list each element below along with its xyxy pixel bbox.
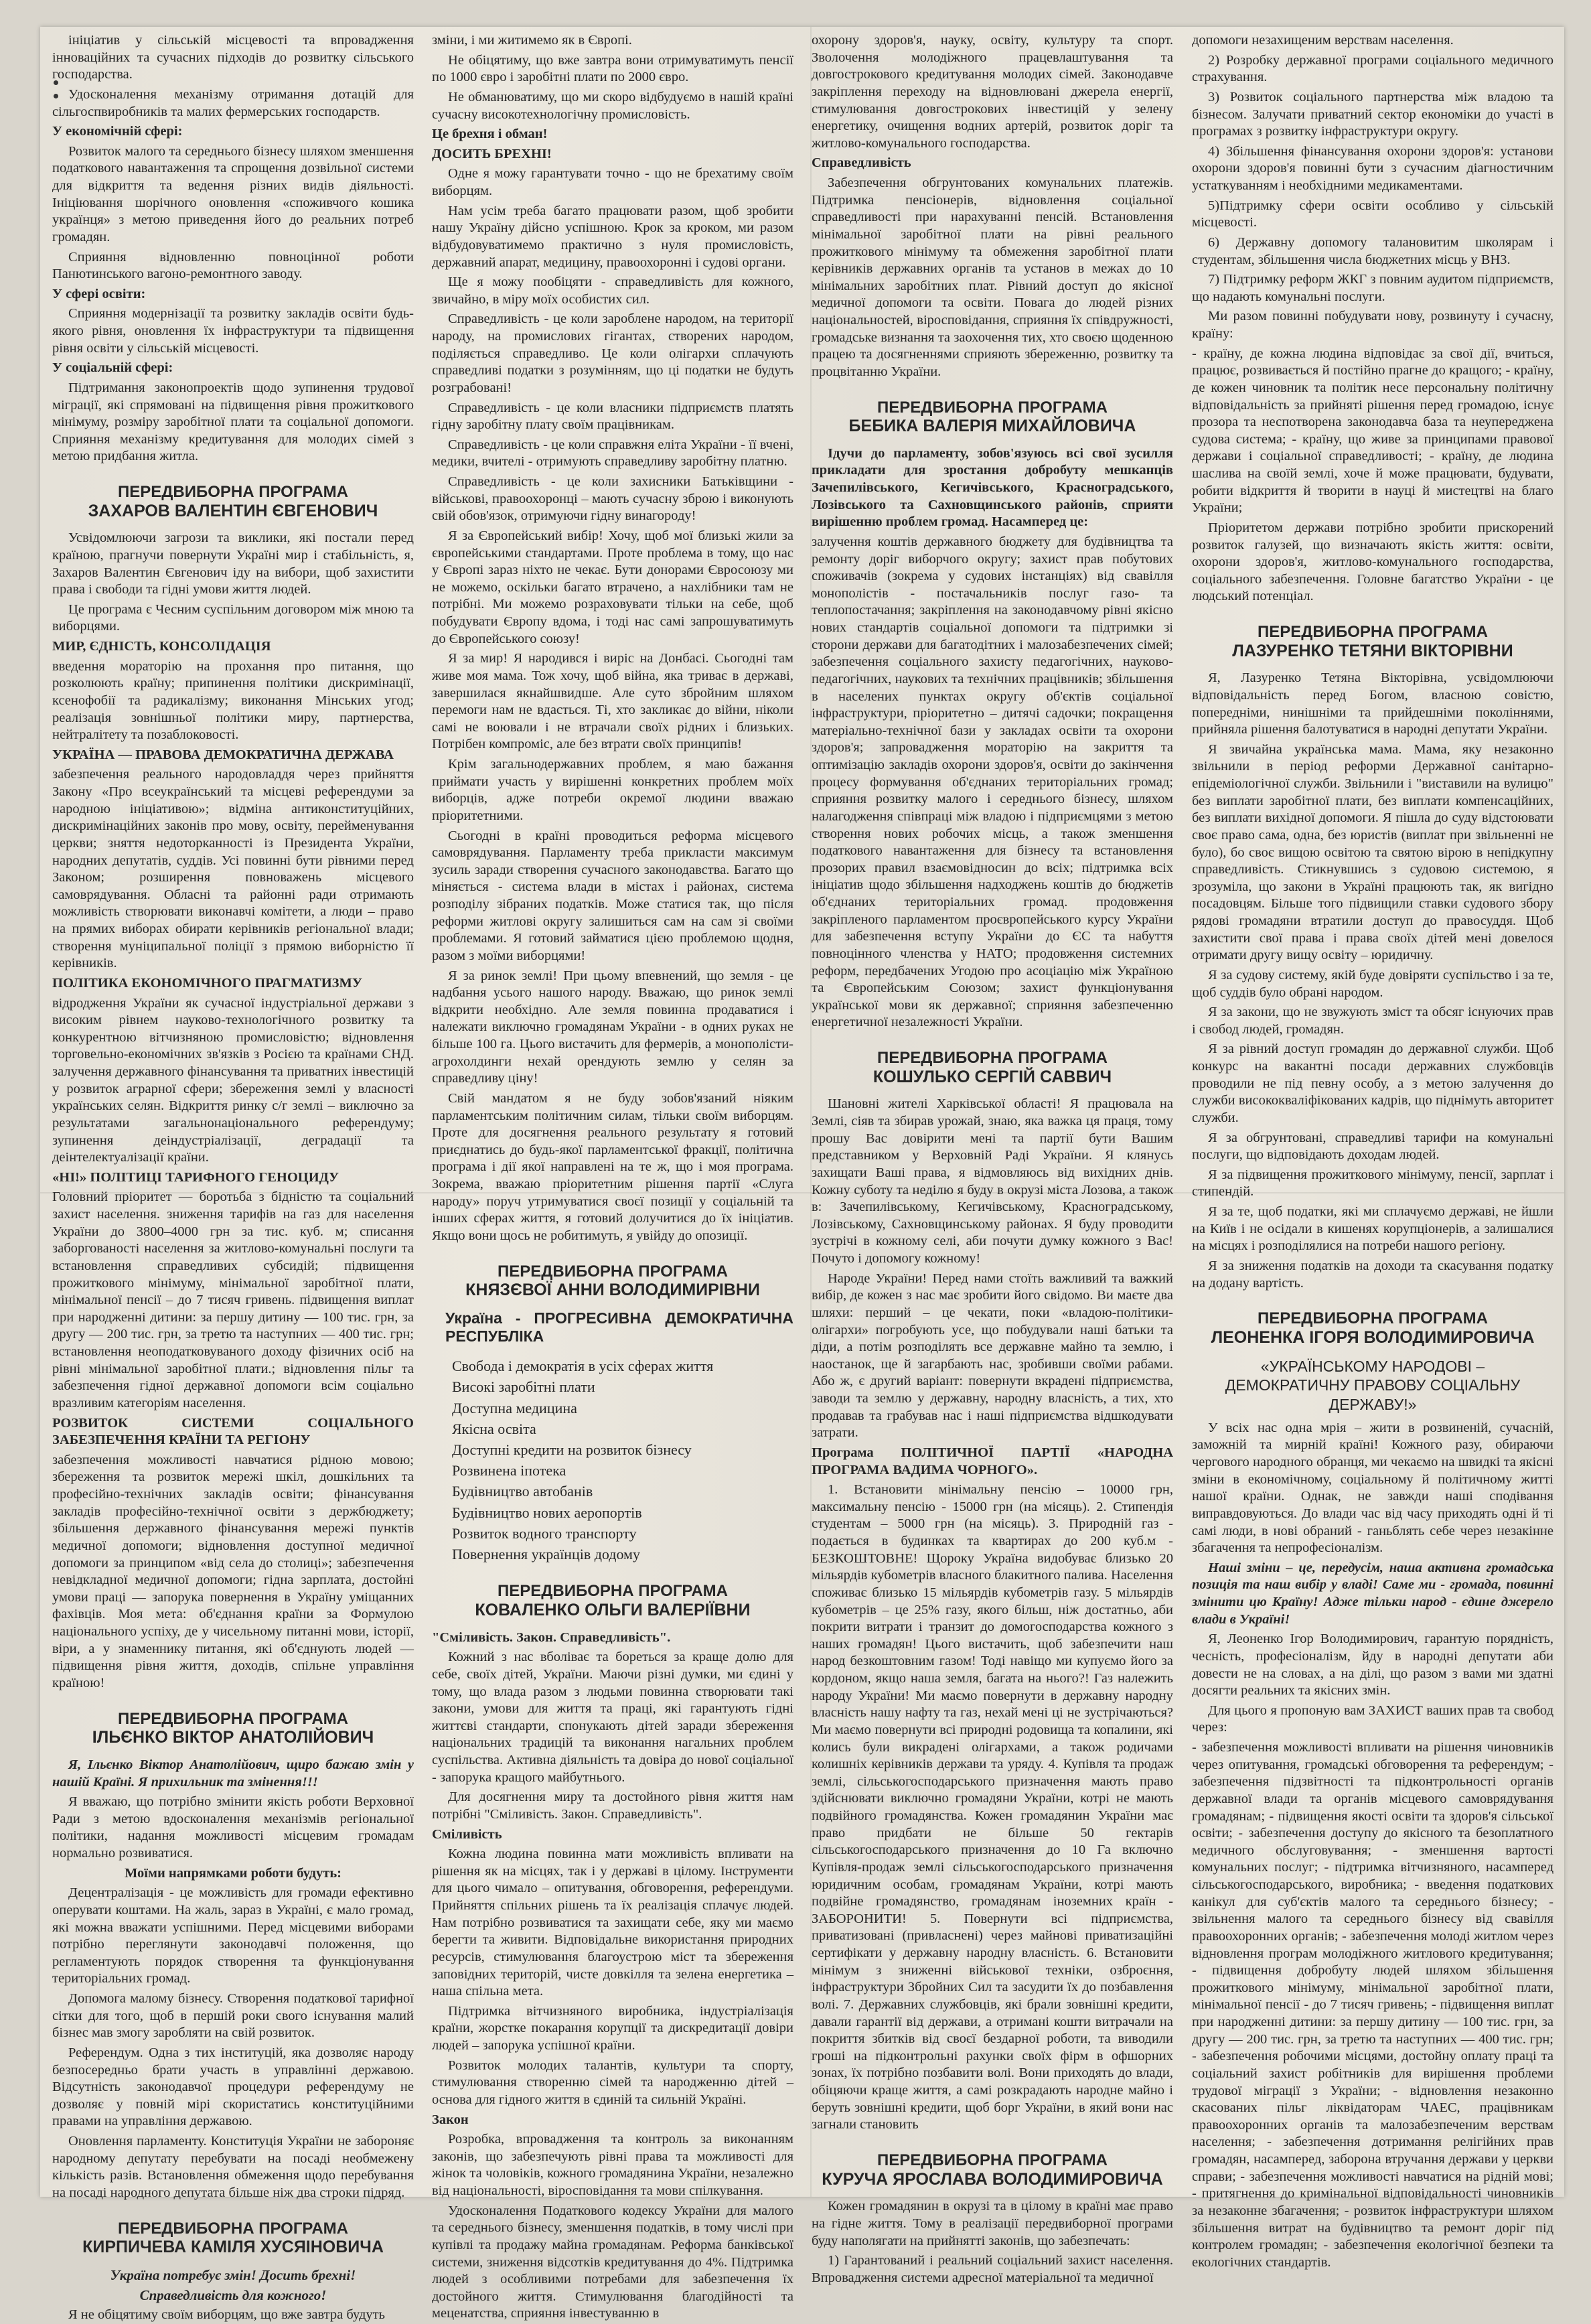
candidate-name: КИРПИЧЕВА КАМІЛЯ ХУСЯІНОВИЧА <box>82 2238 384 2257</box>
subheading: У соціальній сфері: <box>52 360 173 376</box>
paragraph: Удосконалення Податкового кодексу України для малого та середнього бізнесу, зменшення податків, в тому числі при купівлі та продажу майна громадянам. Реформа банківської системи, зниження відсотків кредитування до 4%. Підтримка людей з особливими потребами для забезпечення їх достойного життя. Стимулювання благодійності та меценатства, сприяння інвестуванню в <box>432 2203 793 2321</box>
program-heading <box>812 398 1173 436</box>
subheading: УКРАЇНА — ПРАВОВА ДЕМОКРАТИЧНА ДЕРЖАВА <box>52 747 394 762</box>
paragraph: зміни, і ми житимемо як в Європі. <box>432 33 632 48</box>
subheading: У сфері освіти: <box>52 286 146 301</box>
subheading: Справедливість <box>812 155 911 171</box>
paragraph: Сприяння відновленню повноцінної роботи Панютинського вагоно-ремонтного заводу. <box>52 249 414 282</box>
slogan: Україна потребує змін! Досить брехні! <box>110 2266 356 2283</box>
paragraph: Це програма є Чесним суспільним договором між мною та виборцями. <box>52 601 414 634</box>
candidate-name: ЗАХАРОВ ВАЛЕНТИН ЄВГЕНОВИЧ <box>88 501 378 520</box>
paragraph: Я за обгрунтовані, справедливі тарифи на комунальні послуги, що відповідають доходам людей. <box>1192 1130 1554 1163</box>
program-heading <box>812 2151 1173 2189</box>
paragraph: Я за ринок землі! При цьому впевнений, що земля - це надбання усього нашого народу. Вважаю, що ринок землі відкрити необхідно. Але земля повинна продаватися і належати виключно громадянам України - в одних руках не більше 100 га. Цього вистачить для фермерів, а монополісти-агрохолдинги нехай орендують землю у селян за справедливу ціну! <box>432 968 793 1086</box>
program-title: ПЕРЕДВИБОРНА ПРОГРАМА <box>877 2151 1108 2169</box>
list-item: Високі заробітні плати <box>452 1378 595 1396</box>
program-title: ПЕРЕДВИБОРНА ПРОГРАМА <box>877 1049 1108 1068</box>
paragraph: Справедливість - це коли справжня еліта України - її вчені, медики, вчителі - отримують справедливу заробітну платню. <box>432 437 793 469</box>
paragraph: Не обіцятиму, що вже завтра вони отримуватимуть пенсії по 1000 євро і заробітні плати по 2000 євро. <box>432 52 793 85</box>
paragraph: Удосконалення механізму отримання дотацій для сільгоспвиробників та малих фермерських господарств. <box>52 86 414 119</box>
paragraph: У всіх нас одна мрія – жити в розвиненій, сучасній, заможній та мирній країні! Кожного разу, обираючи чергового народного обранця, ми чекаємо на швидкі та якісні зміни в економічному, соціальному й політичному житті нашої країни. Однак, не завжди наші сподівання виправдовуються. До влади час від часу приходять одні й ті самі люди, в нові обраний - ганьблять себе через незакінне збагачення та непрофесіоналізм. <box>1192 1420 1554 1556</box>
list-item: Розвинена іпотека <box>452 1462 566 1479</box>
subheading: ПОЛІТИКА ЕКОНОМІЧНОГО ПРАГМАТИЗМУ <box>52 975 362 991</box>
paragraph: Наші зміни – це, передусім, наша активна громадська позиція та наш вибір у владі! Саме ми - громада, повинні змінити цю Країну! Адже тільки народ - єдине джерело влади в Україні! <box>1192 1560 1554 1627</box>
paragraph: Головний пріоритет — боротьба з бідністю та соціальний захист населення. зниження тарифів на газ для населення України до 3800–4000 грн за тис. куб. м; списання заборгованості населення за житлово-комунальні послуги та встановлення справедливих субсидій; підвищення прожиткового мінімуму, мінімальної заробітної плати, мінімальної пенсії – до 7 тисяч гривень. підвищення виплат при народженні дитини: за першу дитину — 100 тис. грн, за другу — 200 тис. грн, за третю та наступних — 400 тис. грн; встановлення неоподатковуваного доходу фізичних осіб на рівні мінімальної заробітної плати.; відновлення пільг та забезпечення гідної державної допомоги всім соціально вразливим категоріям населення. <box>52 1189 414 1410</box>
paragraph: Для досягнення миру та достойного рівня життя нам потрібні "Сміливість. Закон. Справедливість". <box>432 1790 793 1822</box>
paragraph: Підтримання законопроектів щодо зупинення трудової міграції, які спрямовані на підвищення рівня прожиткового мінімуму, розміру заробітної плати та соціальної допомоги. Сприяння механізму кредитування для молодих сімей з метою придбання житла. <box>52 380 414 464</box>
paragraph: 5)Підтримку сфери освіти особливо у сільській місцевості. <box>1192 198 1554 230</box>
paragraph: Забезпечення обгрунтованих комунальних платежів. Підтримка пенсіонерів, відновлення соціальної справедливості при нарахуванні пенсій. Встановлення мінімальної заробітної плати на рівні реального прожиткового мінімуму та обмеження заробітної плати керівників державних органів та установ в межах до 10 мінімальних заробітних плат. Рівний доступ до якісної медичної допомоги та освіти. Повага до людей різних національностей, віросповідання, сприяння їх співдружності, громадське визнання та заохочення тих, хто своєю щоденною працею та досягненнями сприяють збереженню, розвитку та процвітанню України. <box>812 175 1173 379</box>
paragraph: 2) Розробку державної програми соціального медичного страхування. <box>1192 52 1554 85</box>
paragraph: Ми разом повинні побудувати нову, розвинуту і сучасну, країну: <box>1192 309 1554 341</box>
subheading: Програма ПОЛІТИЧНОЇ ПАРТІЇ «НАРОДНА ПРОГРАМА ВАДИМА ЧОРНОГО». <box>812 1445 1173 1477</box>
list-item: Свобода і демократія в усіх сферах життя <box>452 1358 714 1375</box>
paragraph: Я не обіцятиму своїм виборцям, що вже завтра будуть <box>68 2307 385 2323</box>
paragraph: Кожен громадянин в окрузі та в цілому в країні має право на гідне життя. Тому в реалізації передвиборної програми буду наполягати на прийнятті законів, що забезпечать: <box>812 2199 1173 2248</box>
list-item: Якісна освіта <box>452 1420 536 1437</box>
program-title: ПЕРЕДВИБОРНА ПРОГРАМА <box>118 2219 348 2238</box>
paragraph: допомоги незахищеним верствам населення. <box>1192 33 1454 48</box>
paragraph: Кожна людина повинна мати можливість впливати на рішення як на місцях, так і у державі в цілому. Інструменти для цього чимало – опитування, обговорення, референдуми. Прийняття спільних рішень та їх реалізація сплачує людей. Нам потрібно розвиватися та захищати себе, яку ми маємо берегти та живити. Відповідальне використання природних ресурсів, стимулювання благоустрою міст та збереження заповідних територій, чисте довкілля та зелена енергетика – наша спільна мета. <box>432 1846 793 1999</box>
paragraph: Я вважаю, що потрібно змінити якість роботи Верховної Ради з метою вдосконалення механізмів регіональної політики, надання можливості місцевим громадам нормально розвиватися. <box>52 1794 414 1861</box>
party-slogan: Україна - ПРОГРЕСИВНА ДЕМОКРАТИЧНА РЕСПУБЛІКА <box>445 1309 793 1346</box>
paragraph: Одне я можу гарантувати точно - що не брехатиму своїм виборцям. <box>432 166 793 198</box>
paragraph: залучення коштів державного бюджету для будівництва та ремонту доріг виборчого округу; захист прав побутових споживачів (зокрема у судових інстанціях) від свавілля монополістів - постачальників послуг газо- та теплопостачання; закріплення на законодавчому рівні якісно нових стандартів соціальної допомоги та підтримки зі сторони держави для багатодітних і малозабезпечених сімей; забезпечення соціального захисту педагогічних, науково-педагогічних, наукових та технічних працівників; збільшення в населених пунктах округу об'єктів соціальної інфраструктури, пріоритетно – дитячі садочки; покращення матеріально-технічної бази у закладах освіти та охорони здоров'я; запровадження мораторію на закриття та оптимізацію закладів охорони здоров'я, освіти до закінчення процесу формування об'єднаних територіальних громад; сприяння розвитку малого і середнього бізнесу, шляхом налагодження співпраці між владою і підприємцями з метою створення нових робочих місць, а також зменшення податкового навантаження для бізнесу та встановлення прозорих правил взаємовідносин до всіх; підтримка всіх ініціатив щодо збільшення надходжень коштів до бюджетів об'єднаних територіальних громад. продовження закріпленого парламентом проєвропейського курсу України для забезпечення вступу України до ЄС та набуття повноцінного членства у НАТО; продовження системних реформ, передбачених Угодою про асоціацію між Україною та Європейським Союзом; захист функціонування української мови як державної; сприяння забезпеченню енергетичної незалежності України. <box>812 534 1173 1030</box>
paragraph: Я за закони, що не звужують зміст та обсяг існуючих прав і свобод людей, громадян. <box>1192 1005 1554 1037</box>
column-4 <box>1192 32 1554 2270</box>
paragraph: охорону здоров'я, науку, освіту, культуру та спорт. Зволочення молодіжного працевлаштування та довгострокового кредитування молодих сімей. Законодавче закріплення переходу на відновлювані джерела енергії, стимулювання довгострокових інвестицій у зелену енергетику, очищення водних артерій, розвиток доріг та житлово-комунального господарства. <box>812 33 1173 151</box>
paragraph: Крім загальнодержавних проблем, я маю бажання приймати участь у вирішенні конкретних проблем моїх виборців, адже потреби окремої людини вважаю пріоритетними. <box>432 757 793 823</box>
program-heading <box>432 1262 793 1300</box>
paragraph: 4) Збільшення фінансування охорони здоров'я: установи охорони здоров'я повинні бути з сучасним діагностичним устаткуванням і необхідними медикаментами. <box>1192 143 1554 193</box>
paragraph: - забезпечення можливості впливати на рішення чиновників через опитування, громадські обговорення та референдум; - забезпечення підзвітності та підконтрольності органів державної влади та органів місцевого самоврядування громадянам; - підвищення якості освіти та здоров'я сільської освіти; - забезпечення доступу до якісного та безоплатного медичного обслуговування; - зменшення вартості комунальних послуг; - підтримка вітчизняного, насамперед сільськогосподарського, виробника; - введення податкових канікул для суб'єктів малого та середнього бізнесу; - звільнення малого та середнього бізнесу від свавілля правоохоронних органів; - забезпечення молоді житлом через відновлення програм молодіжного житлового кредитування; - підвищення добробуту людей шляхом збільшення прожиткового мінімуму, мінімальної заробітної плати, мінімальної пенсії - до 7 тисяч гривень; - підвищення виплат при народженні дитини: за першу дитину — 100 тис. грн, за другу — 200 тис. грн, за третю та наступних — 400 тис. грн; - забезпечення робочими місцями, достойну оплату праці та соціальний захист робітників для вирішення проблеми трудової міграції з України; - відновлення незаконно скасованих пільг ліквідаторам ЧАЕС, працівникам правоохоронних органів та малозабезпеченим верствам населення; - забезпечення дотримання релігійних прав громадян, насамперед, заборона втручання держави у церкви справи; - забезпечення можливості навчатися на рідній мові; - притягнення до кримінальної відповідальності чиновників за незаконне збагачення; - розвиток інфраструктури шляхом збільшення витрат на будівництво та ремонт доріг під контролем громадян; - забезпечення екологічної безпеки та екологічних стандартів. <box>1192 1740 1554 2270</box>
paragraph: Я за зниження податків на доходи та скасування податку на додану вартість. <box>1192 1258 1554 1291</box>
program-title: ПЕРЕДВИБОРНА ПРОГРАМА <box>118 483 348 501</box>
candidate-name: КНЯЗЄВОЇ АННИ ВОЛОДИМИРІВНИ <box>465 1281 760 1300</box>
paragraph: забезпечення реального народовладдя через прийняття Закону «Про всеукраїнський та місцеві референдуми за народною ініціативою»; відміна антиконституційних, дискримінаційних законів про мову, освіту, перейменування церкви; зняття недоторканності із Президента України, народних депутатів, суддів. Усі повинні бути рівними перед Законом; розширення повноважень місцевого самоврядування. Обласні та районні ради отримають можливість створювати виконавчі комітети, а люди – право на прямих виборах обирати керівників регіональної влади; створення муніципальної поліції з прямою виборністю її керівників. <box>52 767 414 971</box>
paragraph: Справедливість - це коли захисники Батьківщини - військові, правоохоронці – мають сучасну зброю і виконують свій обов'язок, отримуючи гідну винагороду! <box>432 474 793 524</box>
paragraph: Я за рівний доступ громадян до державної служби. Щоб конкурс на вакантні посади державних службовців проводили не під певну особу, а з метою залучення до служби висококваліфікованих кадрів, що піднімуть авторитет служби. <box>1192 1041 1554 1125</box>
paragraph: Допомога малому бізнесу. Створення податкової тарифної сітки для того, щоб в першій роки свого існування малий бізнес мав змогу заробляти на свій розвиток. <box>52 1991 414 2041</box>
candidate-name: КОВАЛЕНКО ОЛЬГИ ВАЛЕРІЇВНИ <box>475 1600 751 1619</box>
paragraph: Я, Лазуренко Тетяна Вікторівна, усвідомлюючи відповідальність перед Богом, власною совістю, попередніми, нинішніми та прийдешніми поколіннями, прийняла рішення балотуватися в народні депутати України. <box>1192 670 1554 737</box>
paragraph: Нам усім треба багато працювати разом, щоб зробити нашу Україну дійсно успішною. Крок за кроком, ми разом відбудовуватимемо практично з нуля промисловість, державний апарат, медицину, правоохоронні і судові органи. <box>432 203 793 270</box>
paragraph: Не обманюватиму, що ми скоро відбудуємо в нашій країні сучасну високотехнологічну промисловість. <box>432 89 793 122</box>
program-title: ПЕРЕДВИБОРНА ПРОГРАМА <box>877 398 1108 417</box>
paragraph: Я за мир! Я народився і виріс на Донбасі. Сьогодні там живе моя мама. Тож хочу, щоб війна, яка триває в державі, завершилася якнайшвидше. Але суто збройним шляхом перемоги нам не вдасться. Ті, хто закликає до війни, ніколи самі не воювали і не втрачали своїх рідних і близьких. Потрібен компроміс, але без втрати своїх принципів! <box>432 651 793 752</box>
candidate-name: ЛАЗУРЕНКО ТЕТЯНИ ВІКТОРІВНИ <box>1232 641 1513 660</box>
program-title: ПЕРЕДВИБОРНА ПРОГРАМА <box>118 1709 348 1728</box>
subheading: Це брехня і обман! <box>432 127 548 142</box>
candidate-name: КУРУЧА ЯРОСЛАВА ВОЛОДИМИРОВИЧА <box>822 2169 1163 2189</box>
paragraph: Сприяння модернізації та розвитку закладів освіти будь-якого рівня, оновлення їх інфраструктури та підвищення рівня освіти у сільській місцевості. <box>52 306 414 356</box>
subheading: ДОСИТЬ БРЕХНІ! <box>432 146 552 161</box>
newspaper-page <box>40 27 1564 2323</box>
list-item: Розвиток водного транспорту <box>452 1524 637 1542</box>
program-heading <box>52 483 414 520</box>
paragraph: 7) Підтримку реформ ЖКГ з повним аудитом підприємств, що надають комунальні послуги. <box>1192 272 1554 304</box>
subheading: Моїми напрямками роботи будуть: <box>124 1865 342 1881</box>
paragraph: Розвиток молодих талантів, культури та спорту, стимулювання створенню сімей та народженню дітей – основа для гідного життя в єдиній та сильній Україні. <box>432 2057 793 2107</box>
paragraph: Усвідомлюючи загрози та виклики, які постали перед країною, прагнучи повернути Україні мир і стабільність, я, Захаров Валентин Євгенович іду на вибори, щоб захистити права і свободи та гідні умови життя людей. <box>52 530 414 597</box>
candidate-name: ІЛЬЄНКО ВІКТОР АНАТОЛІЙОВИЧ <box>92 1728 374 1747</box>
paragraph: - країну, де кожна людина відповідає за свої дії, вчиться, працює, розвивається й постійно прагне до кращого; - країну, де кожен чиновник та політик несе персональну політичну відповідальність за прийняті рішення перед громадою, існує прозора та неспотворена законодавча база та неупереджена судова система; - країну, що живе за принципами правової держави і соціальної справедливості; - країну, де людина шаслива на своїй землі, хоче й може працювати, будувати, робити відкриття й творити в науці й мистецтві на благо України; <box>1192 346 1554 516</box>
paragraph: Оновлення парламенту. Конституція України не забороняє народному депутату перебувати на посаді необмежену кількість разів. Встановлення обмеження щодо перебування на посаді народного депутата більше ніж два строки підряд. <box>52 2134 414 2200</box>
paragraph: Сьогодні в країні проводиться реформа місцевого самоврядування. Парламенту треба прикласти максимум зусиль заради створення сучасного законодавства. Багато що міняється - система влади в містах і районах, система розподілу зібраних податків. Може статися так, що після реформи житлові округу залишиться сам на сам зі своїми проблемами. Я готовий займатися цією проблемою щодня, разом з моїми виборцями! <box>432 828 793 963</box>
paragraph: Справедливість - це коли власники підприємств платять гідну заробітну плату своїм працівникам. <box>432 400 793 433</box>
program-heading <box>1192 1309 1554 1347</box>
subheading: «НІ!» ПОЛІТИЦІ ТАРИФНОГО ГЕНОЦИДУ <box>52 1169 339 1185</box>
paragraph: 6) Державну допомогу талановитим школярам і студентам, збільшення числа бюджетних місць у ВНЗ. <box>1192 234 1554 267</box>
paragraph: Я звичайна українська мама. Мама, яку незаконно звільнили в період реформи Державної санітарно-епідеміологічної служби. Звільнили і "виставили на вулицю" без виплати заробітної плати, без виплати компенсаційних, без виплати вихідної допомоги. Я пішла до суду відстоювати своє право сама, одна, без юристів (виплат при звільненні не було), бо своє вищою освітою та святою вірою в непідкупну справедливість. Стикнувшись з судовою системою, я зрозуміла, що закони в Україні працюють так, як вигідно посадовцям. Більше того підвищили ставки судового збору рядові громадяни втратили доступ до правосуддя. Щоб захистити свої права і права своїх дітей мені довелося отримати другу вищу освіту – юридичну. <box>1192 741 1554 963</box>
paragraph: Пріоритетом держави потрібно зробити прискорений розвиток галузей, що визначають якість життя: освіти, охорони здоров'я, житлово-комунального господарства, соціального забезпечення. Головне багатство України - це людський потенціал. <box>1192 520 1554 604</box>
paragraph: ініціатив у сільській місцевості та впровадження інноваційних та сучасних підходів до розвитку сільського господарства. <box>52 33 414 82</box>
subheading: МИР, ЄДНІСТЬ, КОНСОЛІДАЦІЯ <box>52 639 271 654</box>
paragraph: Розробка, впровадження та контроль за виконанням законів, що забезпечують рівні права та можливості для жінок та чоловіків, кожного громадянина України, незалежно від національності, віросповідання та мови спілкування. <box>432 2132 793 2199</box>
paragraph: Ще я можу пообіцяти - справедливість для кожного, звичайно, в міру моїх особистих сил. <box>432 275 793 307</box>
subheading: У економічній сфері: <box>52 124 183 139</box>
paragraph: Я, Ільєнко Віктор Анатолійович, щиро бажаю змін у нашій Країні. Я прихильник та змінення!!! <box>52 1757 414 1790</box>
paragraph: Справедливість - це коли зароблене народом, на території народу, на промислових гігантах, створених народом, поділяється справедливо. Це коли олігархи сплачують справедливі податки з розумінням, що ці податки не будуть розграбовані! <box>432 311 793 395</box>
program-heading <box>52 1710 414 1747</box>
paragraph: 1. Встановити мінімальну пенсію – 10000 грн, максимальну пенсію - 15000 грн (на місяць). 2. Стипендія студентам – 5000 грн (на місяць). 3. Природній газ - подається в будинках та квартирах до 200 куб.м - БЕЗКОШТОВНЕ! Щороку Україна видобуває близько 20 мільярдів кубометрів власного блакитного палива. Населення споживає близько 15 мільярдів кубометрів газу. 5 мільярдів кубометрів – це 25% газу, якого більш, ніж достатньо, аби покрити витрати і транзит до домогосподарства кожного з наших громадян! Цього вистачить, щоб забезпечити наш народ безкоштовним газом! Тоді навіщо ми купуємо його за кордоном, якщо наша земля, багата на нього?! Газ належить народу України! Ми маємо повернути в державну народну власність нашу нафту та газ, нехай мені ці не зустрічаються? Ми маємо повернути всі природні родовища та копалини, які колись були викрадені олігархами, а також родичами колишніх керівників держави та уряду. 4. Купівля та продаж землі, сільськогосподарського призначення мають право здійснювати виключно громадяни України, котрі не мають подвійного громадянства. Кожен громадянин України має право придбати не більше 50 гектарів сільськогосподарського призначення до 10 Га включно Купівля-продаж землі сільськогосподарського призначення юридичним особам, громадянам України, котрі мають подвійне громадянство, громадянам іноземних країн - ЗАБОРОНИТИ! 5. Повернути всі підприємства, приватизовані (привласнені) через майнові приватизаційні сертифікати у державну народну власність. 6. Встановити мінімум з зниженні військової техніки, озброєння, інфраструктури Збройних Сил та засудити їх до позбавлення волі. 7. Державних службовців, які брали зовнішні кредити, давали гарантії від держави, а отримані кошти витрачали на покриття збитків від своєї бездарної роботи, та виводили гроші на підконтрольні рахунки своїх фірм в офшорних зонах, їх потрібно позбавити волі. Вони приходять до влади, обіцяючи краще життя, а самі розкрадають народне майно і беруть зовнішні кредити, щоб борг України, в який вони нас загнали становить <box>812 1482 1173 2132</box>
candidate-name: БЕБИКА ВАЛЕРІЯ МИХАЙЛОВИЧА <box>848 417 1136 436</box>
program-title: ПЕРЕДВИБОРНА ПРОГРАМА <box>1258 623 1488 641</box>
paragraph: Підтримка вітчизняного виробника, індустріалізація країни, жорстке покарання корупції та дискредитації довіри людей – запорука успішної країни. <box>432 2003 793 2053</box>
program-title: ПЕРЕДВИБОРНА ПРОГРАМА <box>1258 1309 1488 1328</box>
list-item: Повернення українців додому <box>452 1546 640 1563</box>
program-title: ПЕРЕДВИБОРНА ПРОГРАМА <box>498 1582 728 1601</box>
list-item: Будівництво автобанів <box>452 1483 593 1500</box>
column-3 <box>812 32 1173 2285</box>
paragraph: Ідучи до парламенту, зобов'язуюсь всі свої зусилля прикладати для зростання добробуту мешканців Зачепилівського, Кегичівського, Красноградського, Лозівського та Сахновщинського районів, сприяти вирішенню проблем громад. Насамперед це: <box>812 445 1173 530</box>
paragraph: Кожний з нас вболіває та бореться за краще долю для себе, своїх дітей, України. Маючи різні думки, ми єдині у тому, що влада разом з людьми повинна створювати такі закони, умови для життя та праці, які гарантують гідні життєві стандарти, спонукають дітей заради збереження національних традицій та виконання нагальних проблем суспільства. Активна діяльність та довіра до нової соціальної - запорука кращого майбутнього. <box>432 1650 793 1785</box>
candidate-name: КОШУЛЬКО СЕРГІЙ САВВИЧ <box>873 1067 1112 1086</box>
program-heading <box>432 1582 793 1619</box>
subheading: "Сміливість. Закон. Справедливість". <box>432 1629 671 1645</box>
program-list <box>452 1356 793 1565</box>
program-title: ПЕРЕДВИБОРНА ПРОГРАМА <box>498 1262 728 1281</box>
list-item: Доступна медицина <box>452 1399 577 1417</box>
paragraph: Шановні жителі Харківської області! Я працювала на Землі, сіяв та збирав урожай, знаю, яка важка ця праця, тому прошу Вас довірити мені та партії бути Вашим представником у Верховній Раді України. Я клянусь захищати Ваші права, я відмовляюсь від вихідних днів. Кожну суботу та неділю я буду в окрузі міста Лозова, а також в: Зачепилівському, Кегичівському, Красноградському, Лозівському, Сахновщинському районах. Я буду проводити зустрічі в кожному селі, аби почути думку кожного з Вас! Почуто і допомогу кожному! <box>812 1096 1173 1266</box>
paragraph: Децентралізація - це можливість для громади ефективно оперувати коштами. На жаль, зараз в Україні, є мало громад, які можна вважати успішними. Перед місцевими виборами потрібно переглянути законодавчі положення, що регламентують порядок створення та функціонування територіальних громад. <box>52 1885 414 1986</box>
paragraph: Я за підвищення прожиткового мінімуму, пенсії, зарплат і стипендій. <box>1192 1167 1554 1200</box>
program-heading <box>812 1049 1173 1086</box>
paragraph: Розвиток малого та середнього бізнесу шляхом зменшення податкового навантаження та спрощення дозвільної системи для відкриття та ведення різних видів діяльності. Ініціювання шорічного оновлення «споживчого кошика українця» з метою приведення його до реальних потреб громадян. <box>52 143 414 244</box>
paragraph: введення мораторію на прохання про питання, що розколюють країну; припинення політики дискримінації, ксенофобії та радикалізму; виконання Мінських угод; реалізація зовнішньої політики миру, партнерства, нейтралітету та позаблоковості. <box>52 658 414 743</box>
paragraph: 3) Розвиток соціального партнерства між владою та бізнесом. Залучати приватний сектор економіки до участі в програмах з розвитку інфраструктури округу. <box>1192 89 1554 139</box>
program-heading <box>1192 623 1554 660</box>
candidate-name: ЛЕОНЕНКА ІГОРЯ ВОЛОДИМИРОВИЧА <box>1211 1327 1535 1347</box>
paragraph: Я за Європейський вибір! Хочу, щоб мої близькі жили за європейськими стандартами. Проте проблема в тому, що нас у Європі зараз ніхто не чекає. Бути донорами Євросоюзу ми не можемо, оскільки багато втрачено, а нахлібники там не потрібні. Ми можемо розраховувати тільки на себе, щоб побудувати Європу вдома, і тоді нас самі запрошуватимуть до Європейського союзу! <box>432 528 793 646</box>
paragraph: забезпечення можливості навчатися рідною мовою; збереження та розвиток мережі шкіл, дошкільних та професійно-технічних закладів освіти; фінансування закладів професійно-технічної освіти з держбюджету; збільшення державного фінансування мережі пунктів медичної допомоги; відновлення доступної медичної допомоги за принципом «від села до столиці»; забезпечення невідкладної медичної допомоги; гідна зарплата, достойні умови праці — запорука повернення в Україну уміщанних фахівців. Моя мета: об'єднання країни за Формулою національного успіху, де у чисельному питанні мови, історії, віри, а у знаменнику питання, які об'єднують людей — підвищення рівня життя, доходів, спільне управління країною! <box>52 1452 414 1690</box>
paragraph: відродження України як сучасної індустріальної держави з високим рівнем науково-технологічного розвитку та конкурентною вітчизняною промисловістю; відновлення торговельно-економічних зв'язків з Росією та країнами СНД. залучення державного фінансування та приватних інвестицій у розвиток аграрної сфери; збереження землі у власності українських селян. Відкриття ринку с/г землі – виключно за результатами загальнонаціонального референдуму; зупинення деіндустріалізації, деградації та деінтелектуалізації країни. <box>52 995 414 1165</box>
paragraph: Референдум. Одна з тих інституцій, яка дозволяє народу безпосередньо брати участь в управлінні державою. Відсутність законодавчої процедури референдуму не дозволяє у повній мірі скористатись конституційними правами на управління державою. <box>52 2045 414 2129</box>
column-1 <box>52 32 414 2323</box>
column-2 <box>432 32 793 2321</box>
subheading: Сміливість <box>432 1826 502 1842</box>
program-motto: «УКРАЇНСЬКОМУ НАРОДОВІ – ДЕМОКРАТИЧНУ ПРАВОВУ СОЦІАЛЬНУ ДЕРЖАВУ!» <box>1225 1357 1521 1414</box>
subheading: РОЗВИТОК СИСТЕМИ СОЦІАЛЬНОГО ЗАБЕЗПЕЧЕННЯ КРАЇНИ ТА РЕГІОНУ <box>52 1415 414 1448</box>
paragraph: Я за судову систему, якій буде довіряти суспільство і за те, щоб суддів було обрані народом. <box>1192 967 1554 1000</box>
paragraph: Свій мандатом я не буду зобов'язаний ніяким парламентським політичним силам, тільки своїм виборцям. Проте для досягнення реального результату я готовий приєднатись до будь-якої парламентської фракції, політична програма і дії якої направлені на те ж, що і моя програма. Зокрема, вважаю пріоритетним рішення партії «Слуга народу» поруч утримуватися своєї позиції у соціальній та інших сферах життя, я готовий долучитися до їх ініціатив. Якщо вони щось не робитимуть, я увійду до опозиції. <box>432 1090 793 1243</box>
program-heading <box>52 2220 414 2257</box>
list-item: Будівництво нових аеропортів <box>452 1504 642 1521</box>
paragraph: Я, Леоненко Ігор Володимирович, гарантую порядність, чесність, професіоналізм, йду в народні депутати аби довести не на словах, а на ділі, що разом з вами ми здатні досягти реальних та якісних змін. <box>1192 1631 1554 1698</box>
paragraph: Я за те, щоб податки, які ми сплачуємо державі, не йшли на Київ і не осідали в кишенях корупціонерів, а залишалися на місцях і розподілялися на потреби нашого регіону. <box>1192 1204 1554 1254</box>
paragraph: Народе України! Перед нами стоїть важливий та важкий вибір, де кожен з нас має зробити його свідомо. Ви маєте два шляхи: перший – це чекати, поки «владою-політики-олігархи» погробують усе, що побудували наші батьки та діди, а потім розподілять все державне майно та землю, і наостанок, ще й загарбають нас, зробивши своїми рабами. Або ж, є другий варіант: повернути вкрадені підприємства, заводи та землю у державну, народну власність, а тих, хто продавав та грабував нас і наші підприємства відшкодувати затрати. <box>812 1270 1173 1441</box>
list-item: Доступні кредити на розвиток бізнесу <box>452 1441 692 1458</box>
subheading: Закон <box>432 2112 469 2127</box>
slogan: Справедливість для кожного! <box>139 2287 327 2304</box>
paragraph: Для цього я пропоную вам ЗАХИСТ ваших прав та свобод через: <box>1192 1702 1554 1735</box>
paragraph: 1) Гарантований і реальний соціальний захист населення. Впровадження системи адресної матеріальної та медичної <box>812 2253 1173 2285</box>
